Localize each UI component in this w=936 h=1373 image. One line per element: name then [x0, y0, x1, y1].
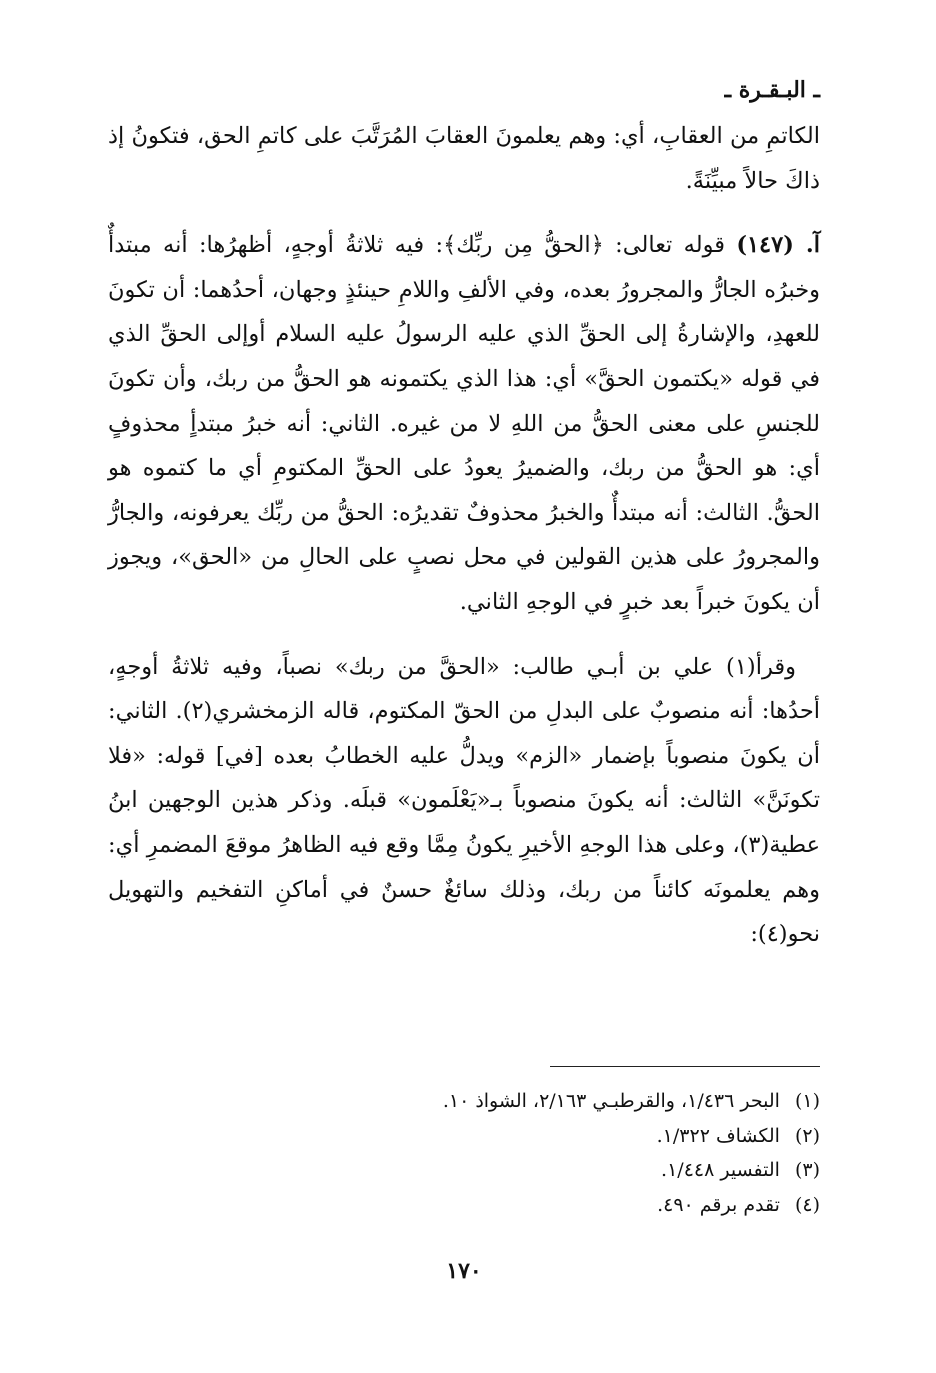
- page: [108, 62, 820, 1312]
- footnotes: [108, 1084, 820, 1222]
- footnote-text: التفسير ١/٤٤٨.: [661, 1159, 780, 1181]
- paragraph-1: الكاتمِ من العقابِ، أي: وهم يعلمونَ العقابَ المُرَتَّبَ على كاتمِ الحق، فتكونُ إذ ذاكَ حالاً مبيِّنَةً.: [108, 123, 820, 194]
- footnote-number: (٢): [794, 1124, 820, 1147]
- paragraph-2: [108, 223, 820, 624]
- footnote-3: [108, 1153, 820, 1188]
- body-text: [108, 114, 820, 957]
- page-number: ١٧٠: [446, 1258, 482, 1284]
- verse-number: آ. (١٤٧): [736, 232, 820, 259]
- footnote-number: (٣): [794, 1159, 820, 1181]
- footnote-number: (١): [794, 1090, 820, 1112]
- footnote-rule: [550, 1066, 820, 1067]
- paragraph-3: وقرأ(١) علي بن أبـي طالب: «الحقَّ من ربك» نصباً، وفيه ثلاثةُ أوجهٍ، أحدُها: أنه منصوبٌ على البدلِ من الحقّ المكتوم، قاله الزمخشري(٢). الثاني: أن يكونَ منصوباً بإضمار «الزم» ويدلُّ عليه الخطابُ بعده [في] قوله: «فلا تكونَنَّ» الثالث: أنه يكونَ منصوباً بـ«يَعْلَمون» قبلَه. وذكر هذين الوجهين ابنُ عطية(٣)، وعلى هذا الوجهِ الأخيرِ يكونُ مِمَّا وقع فيه الظاهرُ موقعَ المضمرِ أي: وهم يعلمونَه كائناً من ربك، وذلك سائغٌ حسنٌ في أماكنِ التفخيم والتهويل نحو(٤):: [108, 653, 820, 948]
- paragraph-2-text: قوله تعالى: ﴿الحقُّ مِن ربِّك﴾: فيه ثلاثةُ أوجهٍ، أظهرُها: أنه مبتدأٌ وخبرُه الجارُّ والمجرورُ بعده، وفي الألفِ واللامِ حينئذٍ وجهان، أحدُهما: أن تكونَ للعهدِ، والإشارةُ إلى الحقِّ الذي عليه الرسولُ عليه السلام أوإلى الحقِّ الذي في قوله «يكتمون الحقَّ» أي: هذا الذي يكتمونه هو الحقُّ من ربك، وأن تكونَ للجنسِ على معنى الحقُّ من اللهِ لا من غيره. الثاني: أنه خبرُ مبتدأٍ محذوفٍ أي: هو الحقُّ من ربك، والضميرُ يعودُ على الحقِّ المكتومِ أي ما كتموه هو الحقُّ. الثالث: أنه مبتدأٌ والخبرُ محذوفٌ تقديرُه: الحقُّ من ربِّك يعرفونه، والجارُّ والمجرورُ على هذين القولين في محل نصبٍ على الحالِ من «الحق»، ويجوز أن يكونَ خبراً بعد خبرٍ في الوجهِ الثاني.: [108, 232, 820, 615]
- footnote-number: (٤): [794, 1193, 820, 1216]
- footnote-text: تقدم برقم ٤٩٠.: [657, 1193, 780, 1216]
- footnote-2: [108, 1119, 820, 1154]
- footnote-4: [108, 1188, 820, 1223]
- running-head: ـ البـقـرة ـ: [724, 77, 820, 103]
- footnote-text: الكشاف ١/٣٢٢.: [656, 1124, 780, 1147]
- footnote-1: [108, 1084, 820, 1119]
- footnote-text: البحر ١/٤٣٦، والقرطبـي ٢/١٦٣، الشواذ ١٠.: [442, 1090, 780, 1112]
